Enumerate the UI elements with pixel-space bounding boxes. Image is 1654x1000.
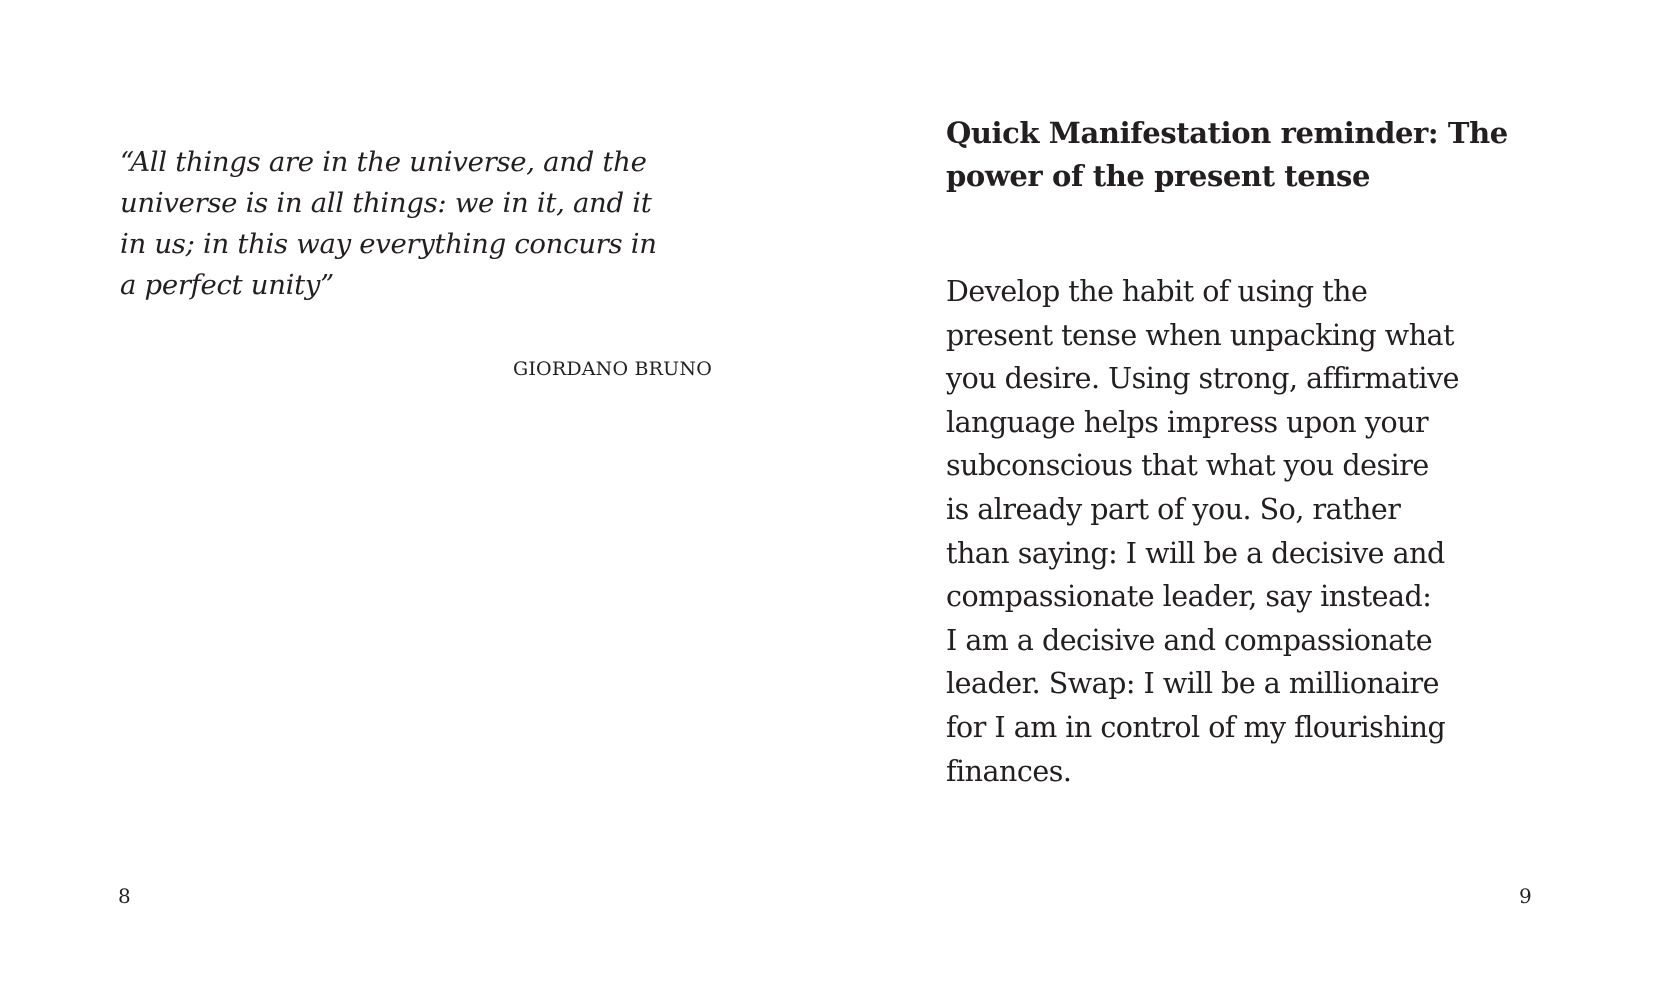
- body-line: I am a decisive and compassionate: [946, 623, 1433, 657]
- quote: [120, 142, 720, 306]
- body-line: for I am in control of my flourishing: [946, 710, 1446, 744]
- heading-line: power of the present tense: [946, 159, 1371, 193]
- right-page: [827, 0, 1654, 1000]
- body-line: subconscious that what you desire: [946, 449, 1429, 483]
- body-line: language helps impress upon your: [946, 405, 1429, 439]
- body-line: compassionate leader, say instead:: [946, 580, 1432, 614]
- body-line: finances.: [946, 754, 1072, 788]
- page-number-right: 9: [1519, 884, 1532, 908]
- body-line: is already part of you. So, rather: [946, 492, 1401, 526]
- body-line: than saying: I will be a decisive and: [946, 536, 1445, 570]
- quote-line: universe is in all things: we in it, and it: [120, 187, 652, 219]
- heading-line: Quick Manifestation reminder: The: [946, 116, 1508, 150]
- body-line: you desire. Using strong, affirmative: [946, 362, 1460, 396]
- body-line: leader. Swap: I will be a millionaire: [946, 667, 1439, 701]
- page-number-left: 8: [118, 884, 131, 908]
- body-paragraph: [946, 270, 1506, 793]
- section-heading: [946, 112, 1516, 198]
- body-line: Develop the habit of using the: [946, 275, 1368, 308]
- quote-attribution: GIORDANO BRUNO: [512, 358, 712, 380]
- quote-line: a perfect unity”: [120, 269, 334, 301]
- quote-line: “All things are in the universe, and the: [120, 146, 647, 178]
- quote-line: in us; in this way everything concurs in: [120, 228, 657, 260]
- body-line: present tense when unpacking what: [946, 318, 1454, 352]
